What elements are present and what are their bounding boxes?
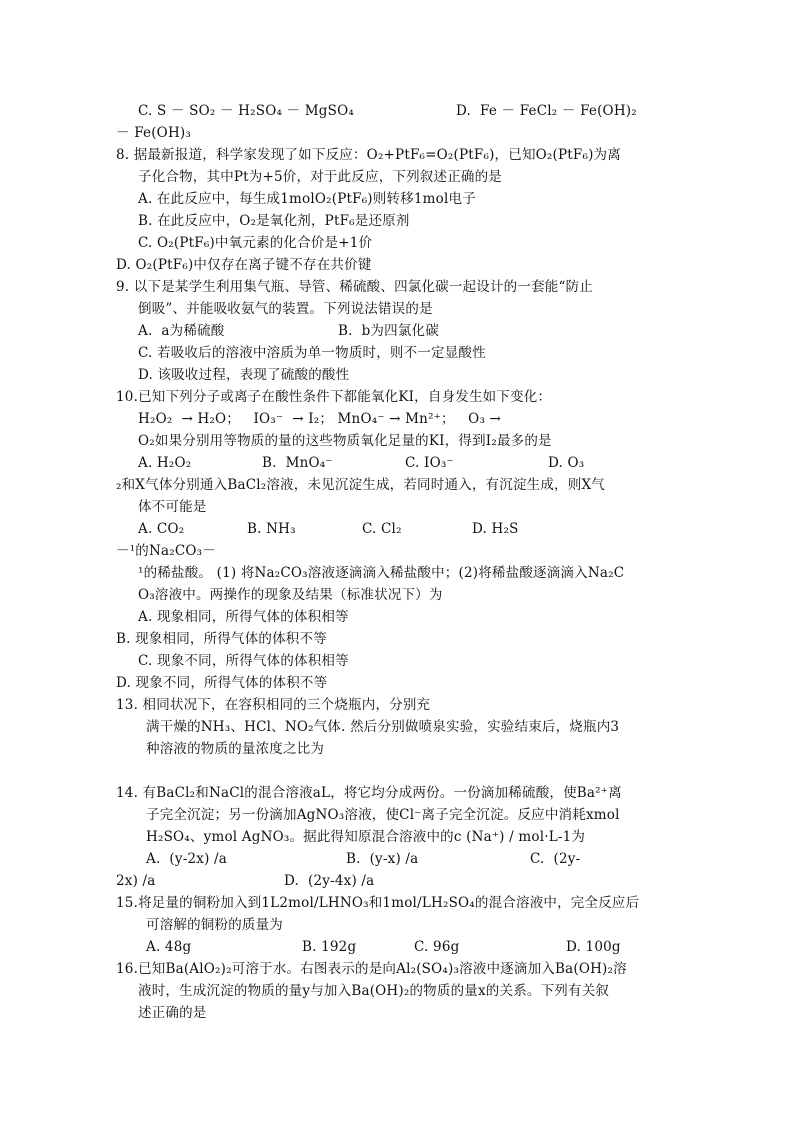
question-10-option-d: D. O₃ [548,455,585,471]
question-13-stem-end: 种溶液的物质的量浓度之比为 [146,741,325,757]
question-14-option-a: A. (y-2x) /a [146,851,228,867]
question-10-stem: 10.已知下列分子或离子在酸性条件下都能氧化KI，自身发生如下变化： [116,389,552,405]
question-14-option-d: D. (2y-4x) /a [284,873,375,889]
question-14-stem-cont: 子完全沉淀；另一份滴加AgNO₃溶液，使Cl⁻离子完全沉淀。反应中消耗xmol [146,807,620,823]
question-8-option-b: B. 在此反应中，O₂是氧化剂，PtF₆是还原剂 [138,213,410,229]
question-8-option-a: A. 在此反应中，每生成1molO₂(PtF₆)则转移1mol电子 [138,191,476,207]
question-8-stem: 8. 据最新报道，科学家发现了如下反应：O₂+PtF₆=O₂(PtF₆)，已知O₂(PtF₆)为离 [116,147,621,163]
question-12-option-d: D. 现象不同，所得气体的体积不等 [116,675,328,691]
question-15-option-c: C. 96g [414,939,460,955]
option-d-line: D. Fe － FeCl₂ － Fe(OH)₂ [456,103,637,119]
question-13-stem-cont: 满干燥的NH₃、HCl、NO₂气体. 然后分别做喷泉实验，实验结束后，烧瓶内3 [146,719,620,735]
question-12-option-c: C. 现象不同，所得气体的体积相等 [138,653,349,669]
question-8-option-d: D. O₂(PtF₆)中仅存在离子键不存在共价键 [116,257,372,273]
question-9-option-c: C. 若吸收后的溶液中溶质为单一物质时，则不一定显酸性 [138,345,486,361]
question-11-option-a: A. CO₂ [138,521,185,537]
question-14-option-c-cont: 2x) /a [116,873,156,889]
question-11-option-d: D. H₂S [472,521,519,537]
question-8-stem-cont: 子化合物，其中Pt为+5价，对于此反应，下列叙述正确的是 [138,169,503,185]
question-9-option-b: B. b为四氯化碳 [338,323,439,339]
question-16-stem-end: 述正确的是 [138,1005,207,1021]
question-10-stem-cont: O₂如果分别用等物质的量的这些物质氧化足量的KI，得到I₂最多的是 [138,433,552,449]
question-9-stem: 9. 以下是某学生利用集气瓶、导管、稀硫酸、四氯化碳一起设计的一套能“防止 [116,279,593,295]
option-d-continuation: － Fe(OH)₃ [116,125,191,141]
question-14-option-c: C. (2y- [530,851,581,867]
question-11-option-c: C. Cl₂ [362,521,402,537]
question-15-stem: 15.将足量的铜粉加入到1L2mol/LHNO₃和1mol/LH₂SO₄的混合溶液中，完全反应后 [116,895,640,911]
question-9-option-a: A. a为稀硫酸 [138,323,225,339]
option-c-line: C. S － SO₂ － H₂SO₄ － MgSO₄ [138,103,354,119]
question-9-stem-cont: 倒吸”、并能吸收氨气的装置。下列说法错误的是 [138,301,433,317]
question-16-stem: 16.已知Ba(AlO₂)₂可溶于水。右图表示的是向Al₂(SO₄)₃溶液中逐滴加入Ba(OH)₂溶 [116,961,627,977]
question-12-fragment: －¹的Na₂CO₃－ [116,543,216,559]
question-15-stem-cont: 可溶解的铜粉的质量为 [146,917,283,933]
question-13-stem: 13. 相同状况下，在容积相同的三个烧瓶内，分别充 [116,697,431,713]
question-10-reactions: H₂O₂ → H₂O； IO₃⁻ → I₂； MnO₄⁻ → Mn²⁺； O₃ → [138,411,502,427]
question-12-option-b: B. 现象相同，所得气体的体积不等 [116,631,327,647]
question-10-option-a: A. H₂O₂ [138,455,192,471]
question-8-option-c: C. O₂(PtF₆)中氧元素的化合价是+1价 [138,235,373,251]
question-11-stem-cont: 体不可能是 [138,499,207,515]
question-15-option-d: D. 100g [566,939,621,955]
question-15-option-a: A. 48g [146,939,192,955]
question-11-stem: ₂和X气体分别通入BaCl₂溶液，未见沉淀生成，若同时通入，有沉淀生成，则X气 [116,477,605,493]
question-9-option-d: D. 该吸收过程，表现了硫酸的酸性 [138,367,350,383]
question-16-stem-cont: 液时，生成沉淀的物质的量y与加入Ba(OH)₂的物质的量x的关系。下列有关叙 [138,983,610,999]
question-10-option-b: B. MnO₄⁻ [262,455,333,471]
question-10-option-c: C. IO₃⁻ [405,455,454,471]
question-12-option-a: A. 现象相同，所得气体的体积相等 [138,609,349,625]
question-12-stem-cont: O₃溶液中。两操作的现象及结果（标准状况下）为 [138,587,443,603]
question-14-stem: 14. 有BaCl₂和NaCl的混合溶液aL，将它均分成两份。一份滴加稀硫酸，使Ba²⁺离 [116,785,622,801]
question-12-stem: ¹的稀盐酸。 (1) 将Na₂CO₃溶液逐滴滴入稀盐酸中；(2)将稀盐酸逐滴滴入Na₂C [138,565,625,581]
question-14-option-b: B. (y-x) /a [346,851,419,867]
question-15-option-b: B. 192g [302,939,357,955]
question-14-stem-end: H₂SO₄、ymol AgNO₃。据此得知原混合溶液中的c (Na⁺) / mol·L-1为 [146,829,586,845]
question-11-option-b: B. NH₃ [247,521,296,537]
